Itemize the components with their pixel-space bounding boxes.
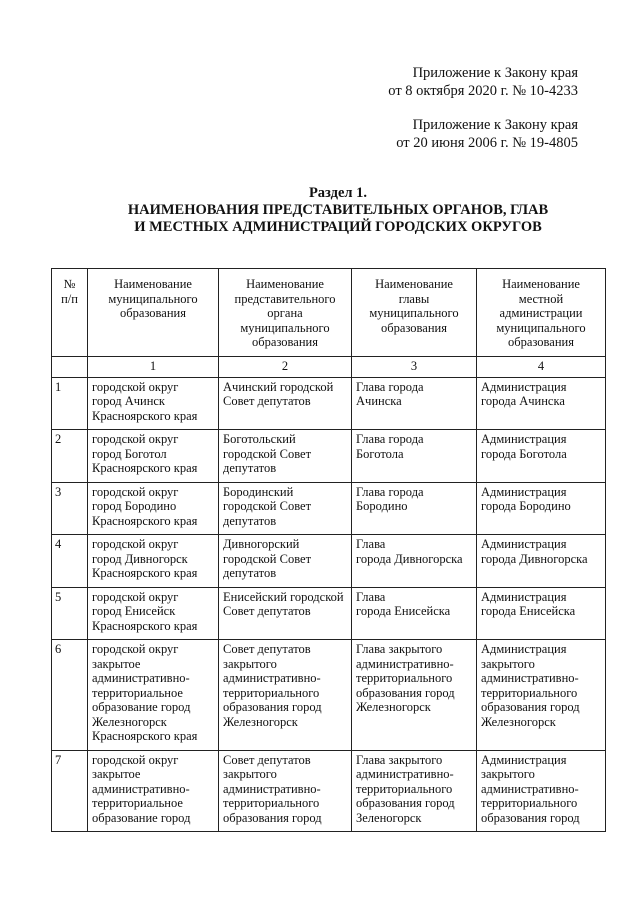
appendix-original-line1: Приложение к Закону края xyxy=(412,117,578,133)
cell-administration xyxy=(477,482,606,535)
cell-line: Глава xyxy=(356,537,386,551)
cell-line: территориального xyxy=(356,781,453,796)
cell-line: городской Совет xyxy=(223,551,312,566)
cell-line: территориальное xyxy=(92,685,183,700)
cell-line: Администрация xyxy=(481,484,567,499)
header-head xyxy=(352,269,477,357)
cell-line: административно- xyxy=(356,767,454,781)
cell-line: город Енисейск xyxy=(92,604,176,618)
cell-line: Зеленогорск xyxy=(356,810,422,825)
cell-representative-body xyxy=(219,750,352,832)
header-line: муниципального xyxy=(369,306,459,320)
cell-line: административно- xyxy=(481,671,579,685)
cell-line: образования город xyxy=(356,796,455,810)
cell-line: городской Совет xyxy=(223,499,312,513)
cell-line: городской округ xyxy=(92,642,179,656)
appendix-current-line1: Приложение к Закону края xyxy=(412,65,578,81)
cell-line: административно- xyxy=(356,656,454,671)
appendix-original-line2: от 20 июня 2006 г. № 19-4805 xyxy=(396,135,578,151)
cell-line: образования город xyxy=(223,700,322,714)
column-number: 1 xyxy=(88,356,219,377)
header-line: Наименование xyxy=(246,277,324,291)
cell-representative-body xyxy=(219,430,352,483)
cell-line: Красноярского края xyxy=(92,408,198,423)
cell-line: городской округ xyxy=(92,484,179,499)
cell-representative-body xyxy=(219,482,352,535)
cell-head xyxy=(352,482,477,535)
cell-line: образования город xyxy=(223,810,322,825)
table-row xyxy=(52,430,606,483)
cell-line: Красноярского края xyxy=(92,618,198,633)
cell-line: депутатов xyxy=(223,566,277,580)
header-line: муниципального xyxy=(240,320,330,335)
cell-municipality xyxy=(88,377,219,430)
cell-line: Дивногорский xyxy=(223,537,300,551)
cell-line: Глава города xyxy=(356,379,424,394)
column-number: 2 xyxy=(219,356,352,377)
cell-line: закрытое xyxy=(92,767,141,781)
cell-line: административно- xyxy=(223,671,321,685)
column-number xyxy=(52,356,88,377)
cell-line: Глава города xyxy=(356,432,424,446)
cell-line: Бородино xyxy=(356,499,408,513)
section-title-line2: И МЕСТНЫХ АДМИНИСТРАЦИЙ ГОРОДСКИХ ОКРУГОВ xyxy=(134,219,542,235)
cell-municipality xyxy=(88,482,219,535)
table-row xyxy=(52,377,606,430)
cell-line: депутатов xyxy=(223,513,277,528)
cell-municipality xyxy=(88,640,219,751)
header-line: образования xyxy=(508,335,574,349)
cell-line: городской округ xyxy=(92,379,179,394)
cell-line: Совет депутатов xyxy=(223,604,311,618)
column-number: 3 xyxy=(352,356,477,377)
table-row xyxy=(52,535,606,588)
cell-line: Железногорск xyxy=(356,700,431,714)
cell-line: территориального xyxy=(356,671,453,685)
cell-line: города Боготола xyxy=(481,446,567,461)
cell-line: Боготола xyxy=(356,446,404,461)
cell-line: города Бородино xyxy=(481,499,571,513)
cell-representative-body xyxy=(219,535,352,588)
header-line: муниципального xyxy=(108,291,198,306)
cell-line: города Ачинска xyxy=(481,394,565,408)
cell-line: закрытого xyxy=(223,656,277,671)
cell-line: город Бородино xyxy=(92,499,177,513)
cell-line: Совет депутатов xyxy=(223,752,311,767)
header-line: Наименование xyxy=(375,277,453,291)
cell-line: Железногорск xyxy=(481,714,556,729)
header-line: п/п xyxy=(61,291,78,306)
cell-line: территориального xyxy=(481,685,578,700)
cell-municipality xyxy=(88,750,219,832)
cell-line: Совет депутатов xyxy=(223,394,311,408)
appendix-current-reference xyxy=(388,64,578,100)
cell-line: Железногорск xyxy=(92,714,167,729)
header-number xyxy=(52,269,88,357)
table-row xyxy=(52,750,606,832)
cell-line: Красноярского края xyxy=(92,513,198,528)
cell-line: города Енисейска xyxy=(356,604,451,618)
cell-administration xyxy=(477,430,606,483)
header-line: Наименование xyxy=(502,277,580,291)
section-heading xyxy=(0,185,636,236)
cell-line: Администрация xyxy=(481,642,567,656)
cell-line: Боготольский xyxy=(223,432,296,446)
cell-number: 6 xyxy=(52,640,88,751)
cell-municipality xyxy=(88,587,219,640)
table-header-row xyxy=(52,269,606,357)
cell-number: 1 xyxy=(52,377,88,430)
cell-line: Енисейский городской xyxy=(223,589,344,604)
cell-administration xyxy=(477,587,606,640)
cell-line: образование город xyxy=(92,810,191,825)
column-number: 4 xyxy=(477,356,606,377)
header-administration xyxy=(477,269,606,357)
cell-line: Глава xyxy=(356,589,386,604)
header-line: образования xyxy=(252,335,318,349)
cell-head xyxy=(352,535,477,588)
cell-line: Глава закрытого xyxy=(356,642,443,656)
cell-representative-body xyxy=(219,640,352,751)
cell-administration xyxy=(477,377,606,430)
cell-line: городской Совет xyxy=(223,446,312,461)
appendix-current-line2: от 8 октября 2020 г. № 10-4233 xyxy=(388,83,578,99)
cell-head xyxy=(352,430,477,483)
cell-line: городской округ xyxy=(92,432,179,446)
cell-line: города Енисейска xyxy=(481,604,576,618)
cell-line: Красноярского края xyxy=(92,729,198,743)
header-line: муниципального xyxy=(496,320,586,335)
header-line: образования xyxy=(120,306,186,320)
cell-municipality xyxy=(88,430,219,483)
cell-number: 2 xyxy=(52,430,88,483)
cell-line: Администрация xyxy=(481,752,567,767)
cell-line: Совет депутатов xyxy=(223,642,311,656)
cell-head xyxy=(352,377,477,430)
cell-representative-body xyxy=(219,377,352,430)
municipal-bodies-table xyxy=(51,268,606,832)
cell-line: Глава закрытого xyxy=(356,752,443,767)
table-row xyxy=(52,587,606,640)
header-line: Наименование xyxy=(114,277,192,291)
header-line: № xyxy=(63,277,76,291)
cell-line: городской округ xyxy=(92,537,179,551)
cell-line: Администрация xyxy=(481,379,567,394)
cell-line: Ачинска xyxy=(356,394,402,408)
cell-line: образования город xyxy=(481,810,580,825)
header-municipality xyxy=(88,269,219,357)
cell-line: Администрация xyxy=(481,589,567,604)
cell-line: закрытого xyxy=(481,767,535,781)
cell-line: город Боготол xyxy=(92,446,167,461)
cell-line: территориального xyxy=(223,685,320,700)
cell-line: городской округ xyxy=(92,752,179,767)
cell-line: Глава города xyxy=(356,484,424,499)
cell-line: административно- xyxy=(481,781,579,796)
appendix-original-reference xyxy=(396,116,578,152)
cell-line: город Ачинск xyxy=(92,394,166,408)
cell-line: город Дивногорск xyxy=(92,551,188,566)
cell-line: городской округ xyxy=(92,589,179,604)
cell-line: Администрация xyxy=(481,537,567,551)
cell-line: административно- xyxy=(92,781,190,796)
cell-line: депутатов xyxy=(223,461,277,475)
cell-line: территориального xyxy=(481,796,578,810)
cell-head xyxy=(352,750,477,832)
cell-line: Красноярского края xyxy=(92,566,198,580)
cell-line: территориальное xyxy=(92,796,183,810)
cell-line: Красноярского края xyxy=(92,461,198,475)
header-representative-body xyxy=(219,269,352,357)
header-line: главы xyxy=(398,291,430,306)
table-row xyxy=(52,482,606,535)
cell-line: образование город xyxy=(92,700,191,714)
cell-number: 3 xyxy=(52,482,88,535)
cell-line: образования город xyxy=(356,685,455,700)
cell-line: закрытое xyxy=(92,656,141,671)
cell-line: города Дивногорска xyxy=(481,551,588,566)
cell-line: административно- xyxy=(223,781,321,796)
cell-line: Ачинский городской xyxy=(223,379,334,394)
header-line: представительного xyxy=(234,291,336,306)
cell-number: 7 xyxy=(52,750,88,832)
cell-line: административно- xyxy=(92,671,190,685)
header-line: администрации xyxy=(499,306,583,320)
section-title-line1: НАИМЕНОВАНИЯ ПРЕДСТАВИТЕЛЬНЫХ ОРГАНОВ, ГЛАВ xyxy=(127,202,549,218)
cell-line: Железногорск xyxy=(223,714,298,729)
cell-line: города Дивногорска xyxy=(356,551,463,566)
cell-line: закрытого xyxy=(481,656,535,671)
cell-line: Администрация xyxy=(481,432,567,446)
cell-administration xyxy=(477,750,606,832)
column-number-row xyxy=(52,356,606,377)
cell-administration xyxy=(477,535,606,588)
table-row xyxy=(52,640,606,751)
header-line: органа xyxy=(267,306,303,320)
cell-line: территориального xyxy=(223,796,320,810)
table-body xyxy=(52,356,606,832)
header-line: местной xyxy=(518,291,564,306)
section-number: Раздел 1. xyxy=(308,185,368,201)
cell-number: 4 xyxy=(52,535,88,588)
cell-municipality xyxy=(88,535,219,588)
cell-head xyxy=(352,587,477,640)
cell-head xyxy=(352,640,477,751)
cell-line: Бородинский xyxy=(223,484,294,499)
cell-representative-body xyxy=(219,587,352,640)
cell-number: 5 xyxy=(52,587,88,640)
header-line: образования xyxy=(381,320,447,335)
cell-administration xyxy=(477,640,606,751)
cell-line: образования город xyxy=(481,700,580,714)
cell-line: закрытого xyxy=(223,767,277,781)
